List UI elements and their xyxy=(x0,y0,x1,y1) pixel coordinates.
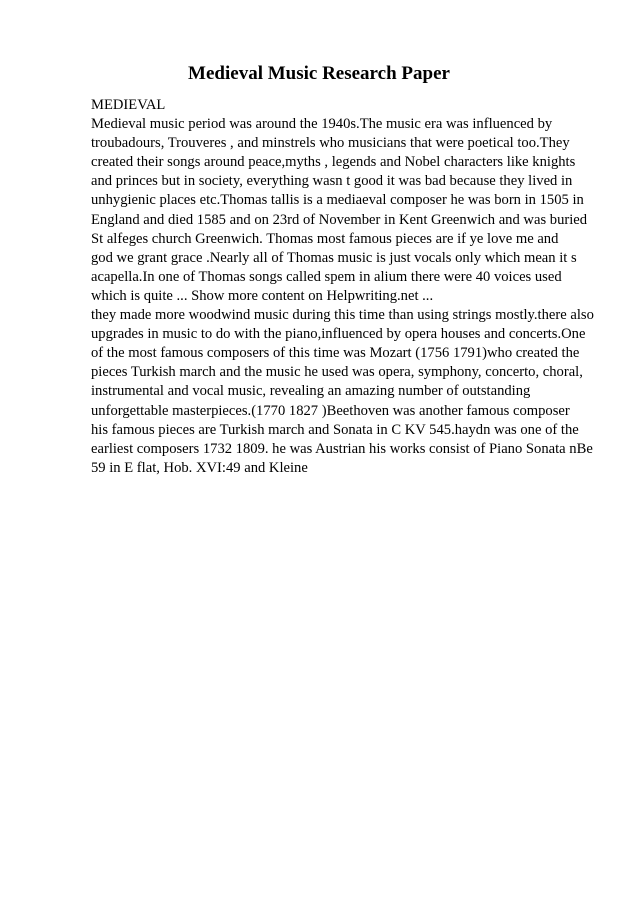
text-line: upgrades in music to do with the piano,influenced by opera houses and concerts.One xyxy=(91,326,586,343)
text-line: St alfeges church Greenwich. Thomas most famous pieces are if ye love me and xyxy=(91,230,559,247)
page-title: Medieval Music Research Paper xyxy=(188,63,450,84)
text-line: MEDIEVAL xyxy=(91,97,166,113)
text-line: 59 in E flat, Hob. XVI:49 and Kleine xyxy=(91,459,308,476)
text-line: instrumental and vocal music, revealing an amazing number of outstanding xyxy=(91,383,531,400)
text-line: Medieval music period was around the 1940s.The music era was influenced by xyxy=(91,116,553,133)
text-line: pieces Turkish march and the music he used was opera, symphony, concerto, choral, xyxy=(91,364,583,381)
text-line: unforgettable masterpieces.(1770 1827 )Beethoven was another famous composer xyxy=(91,402,570,419)
text-line: god we grant grace .Nearly all of Thomas music is just vocals only which mean it s xyxy=(91,249,577,266)
text-line: which is quite ... Show more content on Helpwriting.net ... xyxy=(91,287,434,304)
text-line: earliest composers 1732 1809. he was Austrian his works consist of Piano Sonata nBe xyxy=(91,440,593,457)
text-line: and princes but in society, everything wasn t good it was bad because they lived in xyxy=(91,173,573,190)
text-line: unhygienic places etc.Thomas tallis is a mediaeval composer he was born in 1505 in xyxy=(91,192,584,209)
text-line: England and died 1585 and on 23rd of November in Kent Greenwich and was buried xyxy=(91,211,588,228)
text-line: his famous pieces are Turkish march and Sonata in C KV 545.haydn was one of the xyxy=(91,421,579,438)
text-line: of the most famous composers of this time was Mozart (1756 1791)who created the xyxy=(91,345,580,362)
text-line: troubadours, Trouveres , and minstrels who musicians that were poetical too.They xyxy=(91,135,570,152)
document-body xyxy=(91,96,636,478)
text-line: created their songs around peace,myths , legends and Nobel characters like knights xyxy=(91,154,576,171)
text-line: they made more woodwind music during this time than using strings mostly.there also xyxy=(91,307,594,324)
text-line: acapella.In one of Thomas songs called spem in alium there were 40 voices used xyxy=(91,268,562,285)
